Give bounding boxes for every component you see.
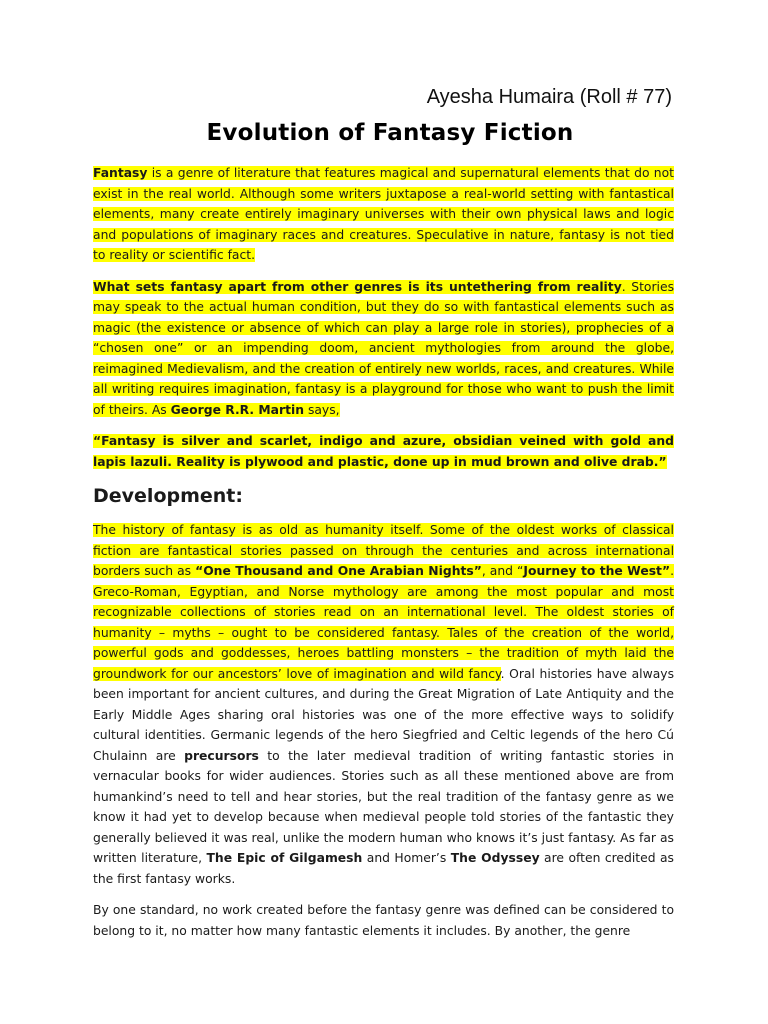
document-title: Evolution of Fantasy Fiction (206, 120, 574, 146)
highlighted-text: Fantasy is a genre of literature that features magical and supernatural elements that do not exist in the real world. Although some writers juxtapose a real-world setting with fantastical elements, many create entirely imaginary universes with their own physical laws and logic and populations of imaginary races and creatures. Speculative in nature, fantasy is not tied to reality or scientific fact. (93, 166, 674, 262)
bold-term: Fantasy (93, 166, 148, 180)
bold-name: George R.R. Martin (170, 402, 305, 417)
development-paragraph-2: By one standard, no work created before the fantasy genre was defined can be considered to belong to it, no matter how many fantastic elements it includes. By another, the genre (93, 903, 674, 938)
development-paragraph-1: The history of fantasy is as old as humanity itself. Some of the oldest works of classical fiction are fantastical stories passed on through the centuries and across international borders such as “One Thousand and One Arabian Nights”, and “Journey to the West”. Greco-Roman, Egyptian, and Norse mythology are among the most popular and most recognizable collections of stories read on an international level. The oldest stories of humanity – myths – ought to be considered fantasy. Tales of the creation of the world, powerful gods and goddesses, heroes battling monsters – the tradition of myth laid the groundwork for our ancestors’ love of imagination and wild fancy. Oral histories have always been important for ancient cultures, and during the Great Migration of Late Antiquity and the Early Middle Ages sharing oral histories was one of the more effective ways to solidify cultural identities. Germanic legends of the hero Siegfried and Celtic legends of the hero Cú Chulainn are precursors to the later medieval tradition of writing fantastic stories in vernacular books for wider audiences. Stories such as all these mentioned above are from humankind’s need to tell and hear stories, but the real tradition of the fantasy genre as we know it had yet to develop because when medieval people told stories of the fantastic they generally believed it was real, unlike the modern human who knows it’s just fantasy. As far as written literature, The Epic of Gilgamesh and Homer’s The Odyssey are often credited as the first fantasy works. (93, 523, 674, 886)
author-line: Ayesha Humaira (Roll # 77) (426, 86, 672, 108)
highlighted-text: The history of fantasy is as old as humanity itself. Some of the oldest works of classical fiction are fantastical stories passed on through the centuries and across international borders such as “One Thousand and One Arabian Nights”, and “Journey to the West”. Greco-Roman, Egyptian, and Norse mythology are among the most popular and most recognizable collections of stories read on an international level. The oldest stories of humanity – myths – ought to be considered fantasy. Tales of the creation of the world, powerful gods and goddesses, heroes battling monsters – the tradition of myth laid the groundwork for our ancestors’ love of imagination and wild fancy (93, 523, 674, 681)
highlighted-quote: “Fantasy is silver and scarlet, indigo and azure, obsidian veined with gold and lapis lazuli. Reality is plywood and plastic, done up in mud brown and olive drab.” (93, 434, 674, 469)
highlighted-text: What sets fantasy apart from other genres is its untethering from reality. Stories may speak to the actual human condition, but they do so with fantastical elements such as magic (the existence or absence of which can play a large role in stories), prophecies of a “chosen one” or an impending doom, ancient mythologies from around the globe, reimagined Medievalism, and the creation of entirely new worlds, races, and creatures. While all writing requires imagination, fantasy is a playground for those who want to push the limit of theirs. As George R.R. Martin says, (93, 279, 675, 417)
bold-phrase: What sets fantasy apart from other genres is its untethering from reality (93, 279, 622, 294)
bold-title: The Epic of Gilgamesh (206, 851, 363, 865)
bold-term: precursors (184, 748, 259, 763)
intro-paragraph-2 (93, 277, 674, 421)
bold-title: The Odyssey (450, 851, 540, 865)
bold-title: “One Thousand and One Arabian Nights” (195, 564, 482, 578)
document-body (93, 163, 674, 952)
section-heading-development: Development: (93, 485, 243, 507)
martin-quote (93, 431, 674, 472)
bold-title: Journey to the West” (523, 564, 671, 578)
intro-paragraph-1 (93, 163, 674, 266)
